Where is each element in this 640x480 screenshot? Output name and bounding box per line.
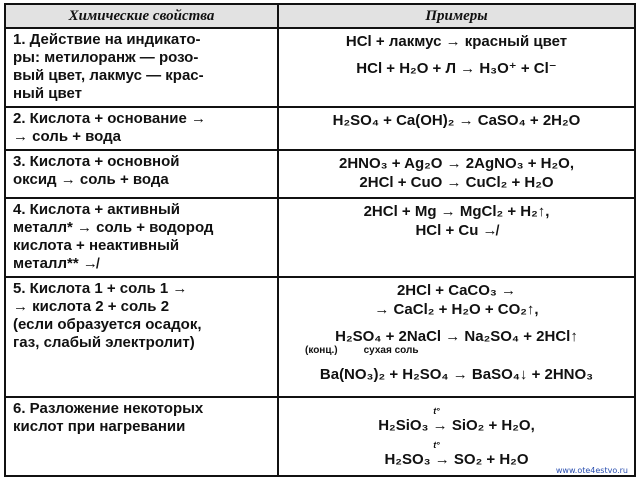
examples-cell: [278, 397, 635, 476]
header-examples: Примеры: [278, 4, 635, 28]
property-line: 3. Кислота + основной: [13, 152, 180, 170]
equation: → CaCl₂ + H₂O + CO₂↑,: [374, 301, 539, 319]
property-line: → кислота 2 + соль 2: [13, 298, 170, 316]
header-row: [5, 4, 635, 28]
property-line: вый цвет, лакмус — крас-: [13, 67, 204, 85]
examples-cell: [278, 150, 635, 199]
header-properties: Химические свойства: [5, 4, 278, 28]
watermark[interactable]: www.ote4estvo.ru: [555, 466, 628, 475]
property-line: металл** ↛: [13, 255, 98, 273]
property-line: (если образуется осадок,: [13, 316, 202, 334]
equation: 2HNO₃ + Ag₂O → 2AgNO₃ + H₂O,: [338, 154, 574, 172]
acid-properties-table: [4, 3, 636, 477]
property-line: металл* → соль + водород: [13, 219, 214, 237]
table-row: [5, 397, 635, 476]
property-line: 1. Действие на индикато-: [13, 31, 201, 49]
equation: HCl + H₂O + Л → H₃O⁺ + Cl⁻: [356, 60, 557, 78]
equation: HCl + Cu ↛: [415, 222, 498, 240]
equation: H₂SO₃ → SO₂ + H₂O: [384, 450, 529, 468]
equation: Ba(NO₃)₂ + H₂SO₄ → BaSO₄↓ + 2HNO₃: [319, 366, 594, 384]
property-line: ный цвет: [13, 85, 82, 103]
property-cell: [5, 28, 278, 107]
examples-cell: [278, 277, 635, 397]
table-row: [5, 150, 635, 199]
equation: 2HCl + Mg → MgCl₂ + H₂↑,: [363, 203, 550, 221]
property-line: ры: метилоранж — розо-: [13, 49, 199, 67]
property-cell: [5, 198, 278, 277]
table-row: [5, 277, 635, 397]
property-line: → соль + вода: [13, 128, 121, 146]
equation: 2HCl + CuO → CuCl₂ + H₂O: [359, 173, 554, 191]
examples-cell: [278, 107, 635, 150]
property-cell: [5, 150, 278, 199]
property-line: газ, слабый электролит): [13, 334, 195, 352]
examples-cell: [278, 28, 635, 107]
note-dry-salt: сухая соль: [363, 345, 419, 357]
note-concentrated: (конц.): [305, 345, 338, 357]
equation: H₂SO₄ + 2NaCl → Na₂SO₄ + 2HCl↑: [335, 328, 578, 346]
property-line: кислот при нагревании: [13, 417, 186, 435]
equation: 2HCl + CaCO₃ →: [396, 282, 517, 300]
equation: H₂SO₄ + Ca(OH)₂ → CaSO₄ + 2H₂O: [332, 112, 581, 130]
examples-cell: [278, 198, 635, 277]
equation: HCl + лакмус → красный цвет: [345, 33, 568, 51]
property-line: 5. Кислота 1 + соль 1 →: [13, 280, 188, 298]
heat-mark: t°: [433, 405, 440, 416]
property-cell: [5, 107, 278, 150]
property-line: 6. Разложение некоторых: [13, 399, 204, 417]
table-row: [5, 198, 635, 277]
table-row: [5, 107, 635, 150]
property-line: 4. Кислота + активный: [13, 201, 181, 219]
equation: H₂SiO₃ → SiO₂ + H₂O,: [378, 416, 535, 434]
property-line: 2. Кислота + основание →: [13, 110, 206, 128]
property-line: оксид → соль + вода: [13, 170, 169, 188]
table-row: [5, 28, 635, 107]
property-cell: [5, 277, 278, 397]
heat-mark: t°: [433, 439, 440, 450]
equation-note: [283, 345, 630, 357]
property-line: кислота + неактивный: [13, 237, 180, 255]
property-cell: [5, 397, 278, 476]
